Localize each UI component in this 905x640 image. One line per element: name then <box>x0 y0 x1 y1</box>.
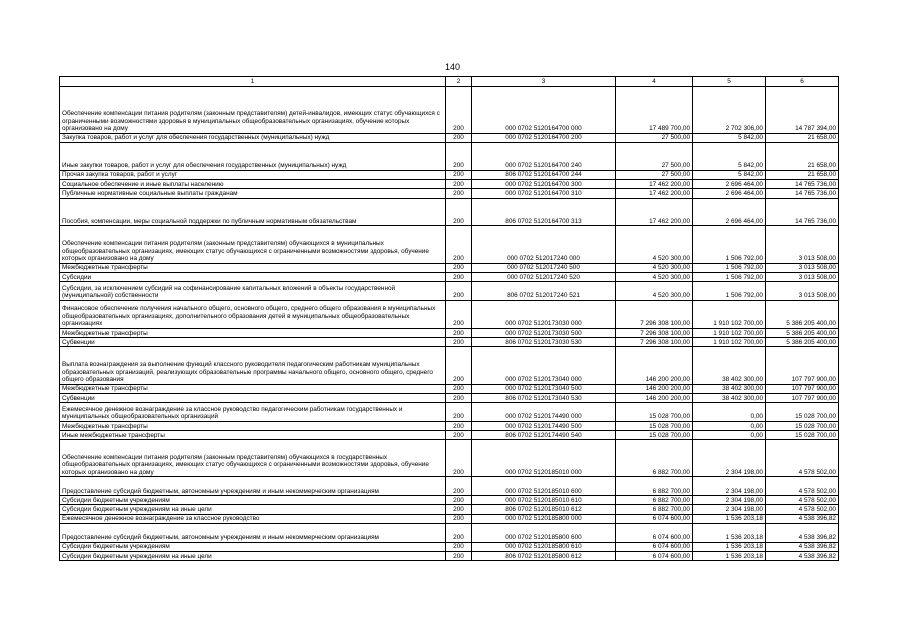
page-number: 140 <box>444 62 461 72</box>
row-kbk-cell: 000 0702 5120173040 500 <box>472 384 616 393</box>
table-row <box>60 347 839 384</box>
row-kbk-cell: 000 0702 5120185800 000 <box>472 514 616 523</box>
row-value-approved-cell: 15 028 700,00 <box>616 403 693 422</box>
row-value-executed-cell: 1 910 102 700,00 <box>693 328 766 337</box>
row-value-executed-cell: 2 696 464,00 <box>693 198 766 226</box>
row-code-cell: 200 <box>446 514 472 523</box>
row-code-cell: 200 <box>446 179 472 188</box>
row-value-executed-cell: 2 304 198,00 <box>693 496 766 505</box>
row-name-cell: Обеспечение компенсации питания родителям (законным представителям) обучающихся в муниципальных общеобразовательных организациях, имеющих статус обучающихся с ограниченными возможностями здоровья, обучение которых организовано на дому <box>60 226 446 263</box>
row-value-executed-cell: 0,00 <box>693 431 766 440</box>
row-value-remaining-cell: 3 013 508,00 <box>766 272 839 281</box>
table-row <box>60 514 839 523</box>
row-name-cell: Ежемесячное денежное вознаграждение за классное руководство <box>60 514 446 523</box>
row-kbk-cell: 000 0702 512017240 500 <box>472 263 616 272</box>
row-value-approved-cell: 6 074 600,00 <box>616 523 693 542</box>
row-name-cell: Ежемесячное денежное вознаграждение за классное руководство педагогическим работникам государственных и муниципальных общеобразовательных организаций <box>60 403 446 422</box>
row-code-cell: 200 <box>446 347 472 384</box>
row-kbk-cell: 000 0702 5120173030 000 <box>472 300 616 328</box>
row-value-approved-cell: 6 882 700,00 <box>616 440 693 477</box>
row-kbk-cell: 806 0702 512017240 521 <box>472 282 616 301</box>
row-value-executed-cell: 1 506 792,00 <box>693 272 766 281</box>
table-row <box>60 496 839 505</box>
header-cell: 3 <box>472 77 616 87</box>
row-kbk-cell: 806 0702 5120185800 612 <box>472 551 616 560</box>
row-value-approved-cell: 7 296 308 100,00 <box>616 328 693 337</box>
row-value-executed-cell: 1 506 792,00 <box>693 226 766 263</box>
table-row <box>60 226 839 263</box>
row-name-cell: Межбюджетные трансферты <box>60 421 446 430</box>
row-name-cell: Закупка товаров, работ и услуг для обеспечения государственных (муниципальных) нужд <box>60 133 446 142</box>
row-kbk-cell: 806 0702 5120185010 612 <box>472 505 616 514</box>
row-code-cell: 200 <box>446 142 472 170</box>
row-name-cell: Субсидии бюджетным учреждениям на иные цели <box>60 505 446 514</box>
row-name-cell: Межбюджетные трансферты <box>60 263 446 272</box>
row-value-remaining-cell: 14 765 736,00 <box>766 179 839 188</box>
table-row <box>60 403 839 422</box>
row-value-executed-cell: 2 304 198,00 <box>693 440 766 477</box>
row-code-cell: 200 <box>446 496 472 505</box>
row-value-remaining-cell: 4 538 396,82 <box>766 551 839 560</box>
row-value-executed-cell: 0,00 <box>693 421 766 430</box>
row-value-remaining-cell: 5 386 205 400,00 <box>766 338 839 347</box>
row-kbk-cell: 000 0702 5120164700 000 <box>472 87 616 134</box>
row-value-remaining-cell: 14 765 736,00 <box>766 198 839 226</box>
row-name-cell: Субсидии бюджетным учреждениям на иные цели <box>60 551 446 560</box>
row-value-approved-cell: 7 296 308 100,00 <box>616 300 693 328</box>
row-kbk-cell: 000 0702 512017240 520 <box>472 272 616 281</box>
row-value-remaining-cell: 14 765 736,00 <box>766 189 839 198</box>
row-kbk-cell: 000 0702 5120185010 600 <box>472 477 616 496</box>
row-name-cell: Иные межбюджетные трансферты <box>60 431 446 440</box>
row-name-cell: Субсидии бюджетным учреждениям <box>60 496 446 505</box>
row-code-cell: 200 <box>446 272 472 281</box>
table-row <box>60 170 839 179</box>
row-kbk-cell: 000 0702 5120185010 610 <box>472 496 616 505</box>
row-value-approved-cell: 4 520 300,00 <box>616 282 693 301</box>
row-value-approved-cell: 6 074 600,00 <box>616 542 693 551</box>
row-value-remaining-cell: 4 538 396,82 <box>766 542 839 551</box>
row-value-remaining-cell: 4 538 396,82 <box>766 514 839 523</box>
table-row <box>60 551 839 560</box>
row-kbk-cell: 000 0702 5120164700 200 <box>472 133 616 142</box>
row-code-cell: 200 <box>446 170 472 179</box>
row-code-cell: 200 <box>446 477 472 496</box>
row-name-cell: Предоставление субсидий бюджетным, автономным учреждениям и иным некоммерческим организациям <box>60 523 446 542</box>
row-value-approved-cell: 17 489 700,00 <box>616 87 693 134</box>
table-row <box>60 505 839 514</box>
table-row <box>60 338 839 347</box>
row-kbk-cell: 000 0702 512017240 000 <box>472 226 616 263</box>
table-row <box>60 421 839 430</box>
table-row <box>60 431 839 440</box>
row-value-executed-cell: 2 304 198,00 <box>693 477 766 496</box>
row-value-approved-cell: 4 520 300,00 <box>616 272 693 281</box>
row-value-executed-cell: 1 536 203,18 <box>693 523 766 542</box>
table-row <box>60 142 839 170</box>
row-kbk-cell: 000 0702 5120164700 300 <box>472 179 616 188</box>
row-value-remaining-cell: 4 578 502,00 <box>766 496 839 505</box>
row-value-executed-cell: 2 304 198,00 <box>693 505 766 514</box>
row-value-remaining-cell: 14 787 394,00 <box>766 87 839 134</box>
row-value-remaining-cell: 4 538 396,82 <box>766 523 839 542</box>
row-code-cell: 200 <box>446 282 472 301</box>
row-value-executed-cell: 1 910 102 700,00 <box>693 300 766 328</box>
table-row <box>60 87 839 134</box>
row-code-cell: 200 <box>446 431 472 440</box>
row-value-approved-cell: 17 462 200,00 <box>616 179 693 188</box>
table-row <box>60 477 839 496</box>
row-value-remaining-cell: 5 386 205 400,00 <box>766 300 839 328</box>
row-code-cell: 200 <box>446 133 472 142</box>
row-value-approved-cell: 4 520 300,00 <box>616 226 693 263</box>
row-value-remaining-cell: 5 386 205 400,00 <box>766 328 839 337</box>
table-row <box>60 282 839 301</box>
row-value-executed-cell: 38 402 300,00 <box>693 347 766 384</box>
budget-table <box>59 76 839 561</box>
row-kbk-cell: 000 0702 5120173030 500 <box>472 328 616 337</box>
row-code-cell: 200 <box>446 328 472 337</box>
row-code-cell: 200 <box>446 393 472 402</box>
table-row <box>60 272 839 281</box>
row-name-cell: Межбюджетные трансферты <box>60 328 446 337</box>
table-row <box>60 189 839 198</box>
row-kbk-cell: 000 0702 5120164700 310 <box>472 189 616 198</box>
row-value-executed-cell: 2 702 306,00 <box>693 87 766 134</box>
row-kbk-cell: 000 0702 5120164700 240 <box>472 142 616 170</box>
row-name-cell: Социальное обеспечение и иные выплаты населению <box>60 179 446 188</box>
row-code-cell: 200 <box>446 384 472 393</box>
row-value-approved-cell: 6 882 700,00 <box>616 505 693 514</box>
row-kbk-cell: 806 0702 5120173030 530 <box>472 338 616 347</box>
table-row <box>60 198 839 226</box>
row-name-cell: Выплата вознаграждения за выполнение функций классного руководителя педагогическим работникам муниципальных образовательных организаций, реализующих образовательные программы начального общего, основного общего, среднего общего образования <box>60 347 446 384</box>
table-row <box>60 328 839 337</box>
row-name-cell: Межбюджетные трансферты <box>60 384 446 393</box>
row-name-cell: Пособия, компенсации, меры социальной поддержки по публичным нормативным обязательствам <box>60 198 446 226</box>
row-value-remaining-cell: 4 578 502,00 <box>766 477 839 496</box>
row-name-cell: Субсидии бюджетным учреждениям <box>60 542 446 551</box>
row-value-approved-cell: 146 200 200,00 <box>616 384 693 393</box>
table-row <box>60 523 839 542</box>
row-value-remaining-cell: 107 797 900,00 <box>766 393 839 402</box>
row-value-remaining-cell: 15 028 700,00 <box>766 403 839 422</box>
row-name-cell: Субвенции <box>60 338 446 347</box>
row-value-approved-cell: 27 500,00 <box>616 133 693 142</box>
row-name-cell: Субвенции <box>60 393 446 402</box>
table-row <box>60 393 839 402</box>
row-value-executed-cell: 1 536 203,18 <box>693 551 766 560</box>
row-name-cell: Финансовое обеспечение получения начального общего, основного общего, среднего общего образования в муниципальных общеобразовательных организациях, дополнительного образования детей в муниципальных общеобразовательных организациях <box>60 300 446 328</box>
row-value-executed-cell: 1 536 203,18 <box>693 542 766 551</box>
row-name-cell: Предоставление субсидий бюджетным, автономным учреждениям и иным некоммерческим организациям <box>60 477 446 496</box>
row-name-cell: Прочая закупка товаров, работ и услуг <box>60 170 446 179</box>
row-code-cell: 200 <box>446 505 472 514</box>
row-code-cell: 200 <box>446 440 472 477</box>
row-value-executed-cell: 5 842,00 <box>693 142 766 170</box>
header-cell: 5 <box>693 77 766 87</box>
table-row <box>60 384 839 393</box>
table-row <box>60 542 839 551</box>
row-value-remaining-cell: 21 658,00 <box>766 142 839 170</box>
row-value-remaining-cell: 4 578 502,00 <box>766 505 839 514</box>
row-value-remaining-cell: 21 658,00 <box>766 133 839 142</box>
row-value-remaining-cell: 15 028 700,00 <box>766 431 839 440</box>
table-row <box>60 263 839 272</box>
row-code-cell: 200 <box>446 523 472 542</box>
row-code-cell: 200 <box>446 87 472 134</box>
row-value-executed-cell: 2 696 464,00 <box>693 189 766 198</box>
row-value-remaining-cell: 3 013 508,00 <box>766 282 839 301</box>
row-code-cell: 200 <box>446 263 472 272</box>
row-value-remaining-cell: 4 578 502,00 <box>766 440 839 477</box>
row-kbk-cell: 000 0702 5120174490 500 <box>472 421 616 430</box>
row-value-approved-cell: 7 296 308 100,00 <box>616 338 693 347</box>
row-code-cell: 200 <box>446 542 472 551</box>
table-row <box>60 300 839 328</box>
row-value-approved-cell: 6 074 600,00 <box>616 551 693 560</box>
row-name-cell: Субсидии <box>60 272 446 281</box>
row-value-approved-cell: 27 500,00 <box>616 142 693 170</box>
row-value-remaining-cell: 3 013 508,00 <box>766 263 839 272</box>
row-value-executed-cell: 38 402 300,00 <box>693 384 766 393</box>
row-value-executed-cell: 1 506 792,00 <box>693 282 766 301</box>
row-value-executed-cell: 0,00 <box>693 403 766 422</box>
row-value-remaining-cell: 3 013 508,00 <box>766 226 839 263</box>
row-name-cell: Обеспечение компенсации питания родителям (законным представителям) детей-инвалидов, имеющих статус обучающихся с ограниченными возможностями здоровья в муниципальных общеобразовательных организациях, обучение которых организовано на дому <box>60 87 446 134</box>
row-value-executed-cell: 5 842,00 <box>693 170 766 179</box>
row-code-cell: 200 <box>446 551 472 560</box>
row-kbk-cell: 806 0702 5120174490 540 <box>472 431 616 440</box>
row-value-approved-cell: 17 462 200,00 <box>616 198 693 226</box>
row-value-executed-cell: 1 536 203,18 <box>693 514 766 523</box>
row-value-approved-cell: 15 028 700,00 <box>616 421 693 430</box>
row-value-approved-cell: 4 520 300,00 <box>616 263 693 272</box>
row-kbk-cell: 000 0702 5120185010 000 <box>472 440 616 477</box>
table-header-row <box>60 77 839 87</box>
row-code-cell: 200 <box>446 189 472 198</box>
row-value-executed-cell: 1 506 792,00 <box>693 263 766 272</box>
header-cell: 6 <box>766 77 839 87</box>
row-code-cell: 200 <box>446 403 472 422</box>
row-name-cell: Иные закупки товаров, работ и услуг для обеспечения государственных (муниципальных) нужд <box>60 142 446 170</box>
row-value-remaining-cell: 21 658,00 <box>766 170 839 179</box>
row-kbk-cell: 000 0702 5120185800 600 <box>472 523 616 542</box>
row-value-executed-cell: 2 696 464,00 <box>693 179 766 188</box>
row-value-executed-cell: 1 910 102 700,00 <box>693 338 766 347</box>
row-name-cell: Субсидии, за исключением субсидий на софинансирование капитальных вложений в объекты государственной (муниципальной) собственности <box>60 282 446 301</box>
row-kbk-cell: 000 0702 5120173040 000 <box>472 347 616 384</box>
header-cell: 2 <box>446 77 472 87</box>
row-value-approved-cell: 6 074 600,00 <box>616 514 693 523</box>
row-name-cell: Обеспечение компенсации питания родителям (законным представителям) обучающихся в государственных общеобразовательных организациях, имеющих статус обучающихся с ограниченными возможностями здоровья, обучение которых организовано на дому <box>60 440 446 477</box>
header-cell: 4 <box>616 77 693 87</box>
row-value-remaining-cell: 15 028 700,00 <box>766 421 839 430</box>
row-code-cell: 200 <box>446 300 472 328</box>
row-value-approved-cell: 146 200 200,00 <box>616 393 693 402</box>
row-kbk-cell: 000 0702 5120174490 000 <box>472 403 616 422</box>
row-value-approved-cell: 17 462 200,00 <box>616 189 693 198</box>
row-kbk-cell: 806 0702 5120173040 530 <box>472 393 616 402</box>
row-value-approved-cell: 15 028 700,00 <box>616 431 693 440</box>
row-kbk-cell: 000 0702 5120185800 610 <box>472 542 616 551</box>
header-cell: 1 <box>60 77 446 87</box>
row-code-cell: 200 <box>446 338 472 347</box>
row-value-remaining-cell: 107 797 900,00 <box>766 347 839 384</box>
row-value-approved-cell: 6 882 700,00 <box>616 477 693 496</box>
table-row <box>60 133 839 142</box>
row-code-cell: 200 <box>446 226 472 263</box>
row-value-remaining-cell: 107 797 900,00 <box>766 384 839 393</box>
row-value-approved-cell: 6 882 700,00 <box>616 496 693 505</box>
row-value-approved-cell: 27 500,00 <box>616 170 693 179</box>
row-value-executed-cell: 5 842,00 <box>693 133 766 142</box>
row-kbk-cell: 806 0702 5120164700 244 <box>472 170 616 179</box>
table-row <box>60 179 839 188</box>
table-row <box>60 440 839 477</box>
row-value-executed-cell: 38 402 300,00 <box>693 393 766 402</box>
row-code-cell: 200 <box>446 421 472 430</box>
row-value-approved-cell: 146 200 200,00 <box>616 347 693 384</box>
row-name-cell: Публичные нормативные социальные выплаты гражданам <box>60 189 446 198</box>
row-code-cell: 200 <box>446 198 472 226</box>
row-kbk-cell: 806 0702 5120164700 313 <box>472 198 616 226</box>
